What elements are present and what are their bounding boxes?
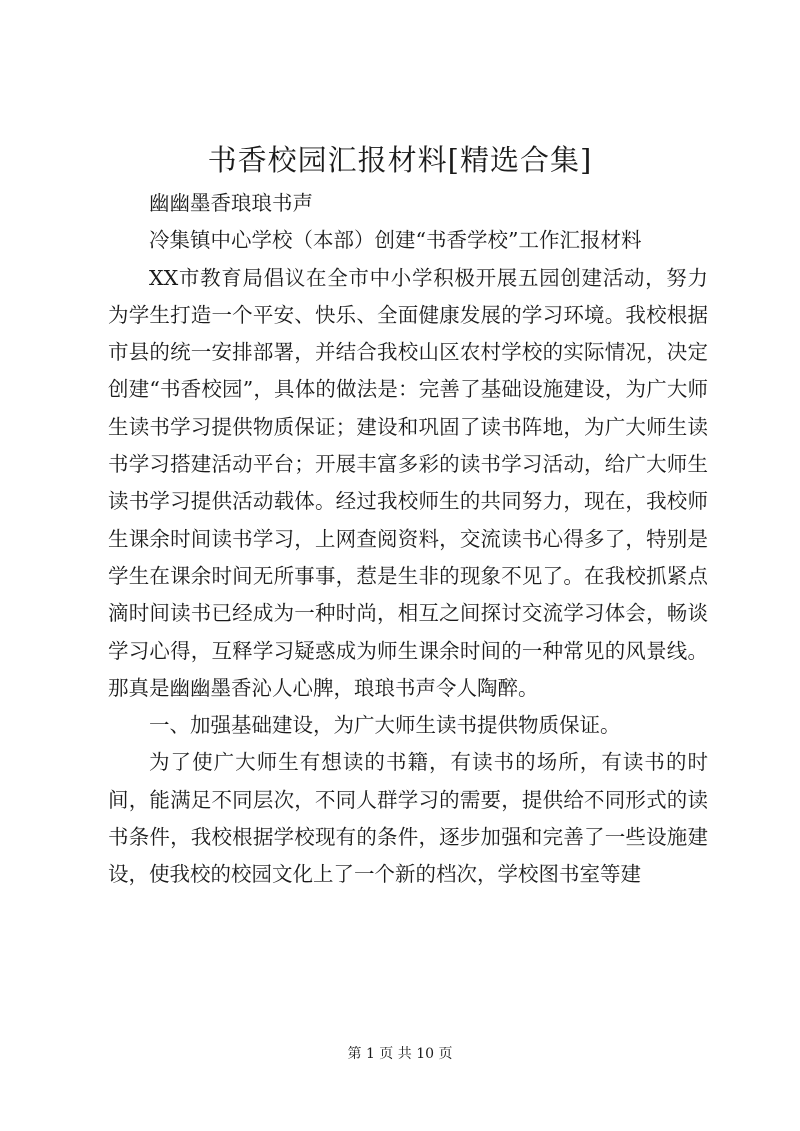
paragraph-intro: XX市教育局倡议在全市中小学积极开展五园创建活动，努力为学生打造一个平安、快乐、全面健康发展的学习环境。我校根据市县的统一安排部署，并结合我校山区农村学校的实际情况，决定创建“书香校园”，具体的做法是：完善了基础设施建设，为广大师生读书学习提供物质保证；建设和巩固了读书阵地，为广大师生读书学习搭建活动平台；开展丰富多彩的读书学习活动，给广大师生读书学习提供活动载体。经过我校师生的共同努力，现在，我校师生课余时间读书学习，上网查阅资料，交流读书心得多了，特别是学生在课余时间无所事事，惹是生非的现象不见了。在我校抓紧点滴时间读书已经成为一种时尚，相互之间探讨交流学习体会，畅谈学习心得，互释学习疑惑成为师生课余时间的一种常见的风景线。那真是幽幽墨香沁人心脾，琅琅书声令人陶醉。 xyxy=(108,265,708,700)
paragraph-report-heading: 冷集镇中心学校（本部）创建“书香学校”工作汇报材料 xyxy=(149,228,642,253)
paragraph-subtitle: 幽幽墨香琅琅书声 xyxy=(149,191,313,215)
paragraph-section-body: 为了使广大师生有想读的书籍，有读书的场所，有读书的时间，能满足不同层次，不同人群学习的需要，提供给不同形式的读书条件，我校根据学校现有的条件，逐步加强和完善了一些设施建设，使我校的校园文化上了一个新的档次，学校图书室等建 xyxy=(108,750,708,887)
page-footer: 第 1 页 共 10 页 xyxy=(347,1046,453,1062)
paragraph-section-heading: 一、加强基础建设，为广大师生读书提供物质保证。 xyxy=(149,713,621,738)
document-title: 书香校园汇报材料[精选合集] xyxy=(207,143,593,177)
document-body xyxy=(108,185,708,894)
